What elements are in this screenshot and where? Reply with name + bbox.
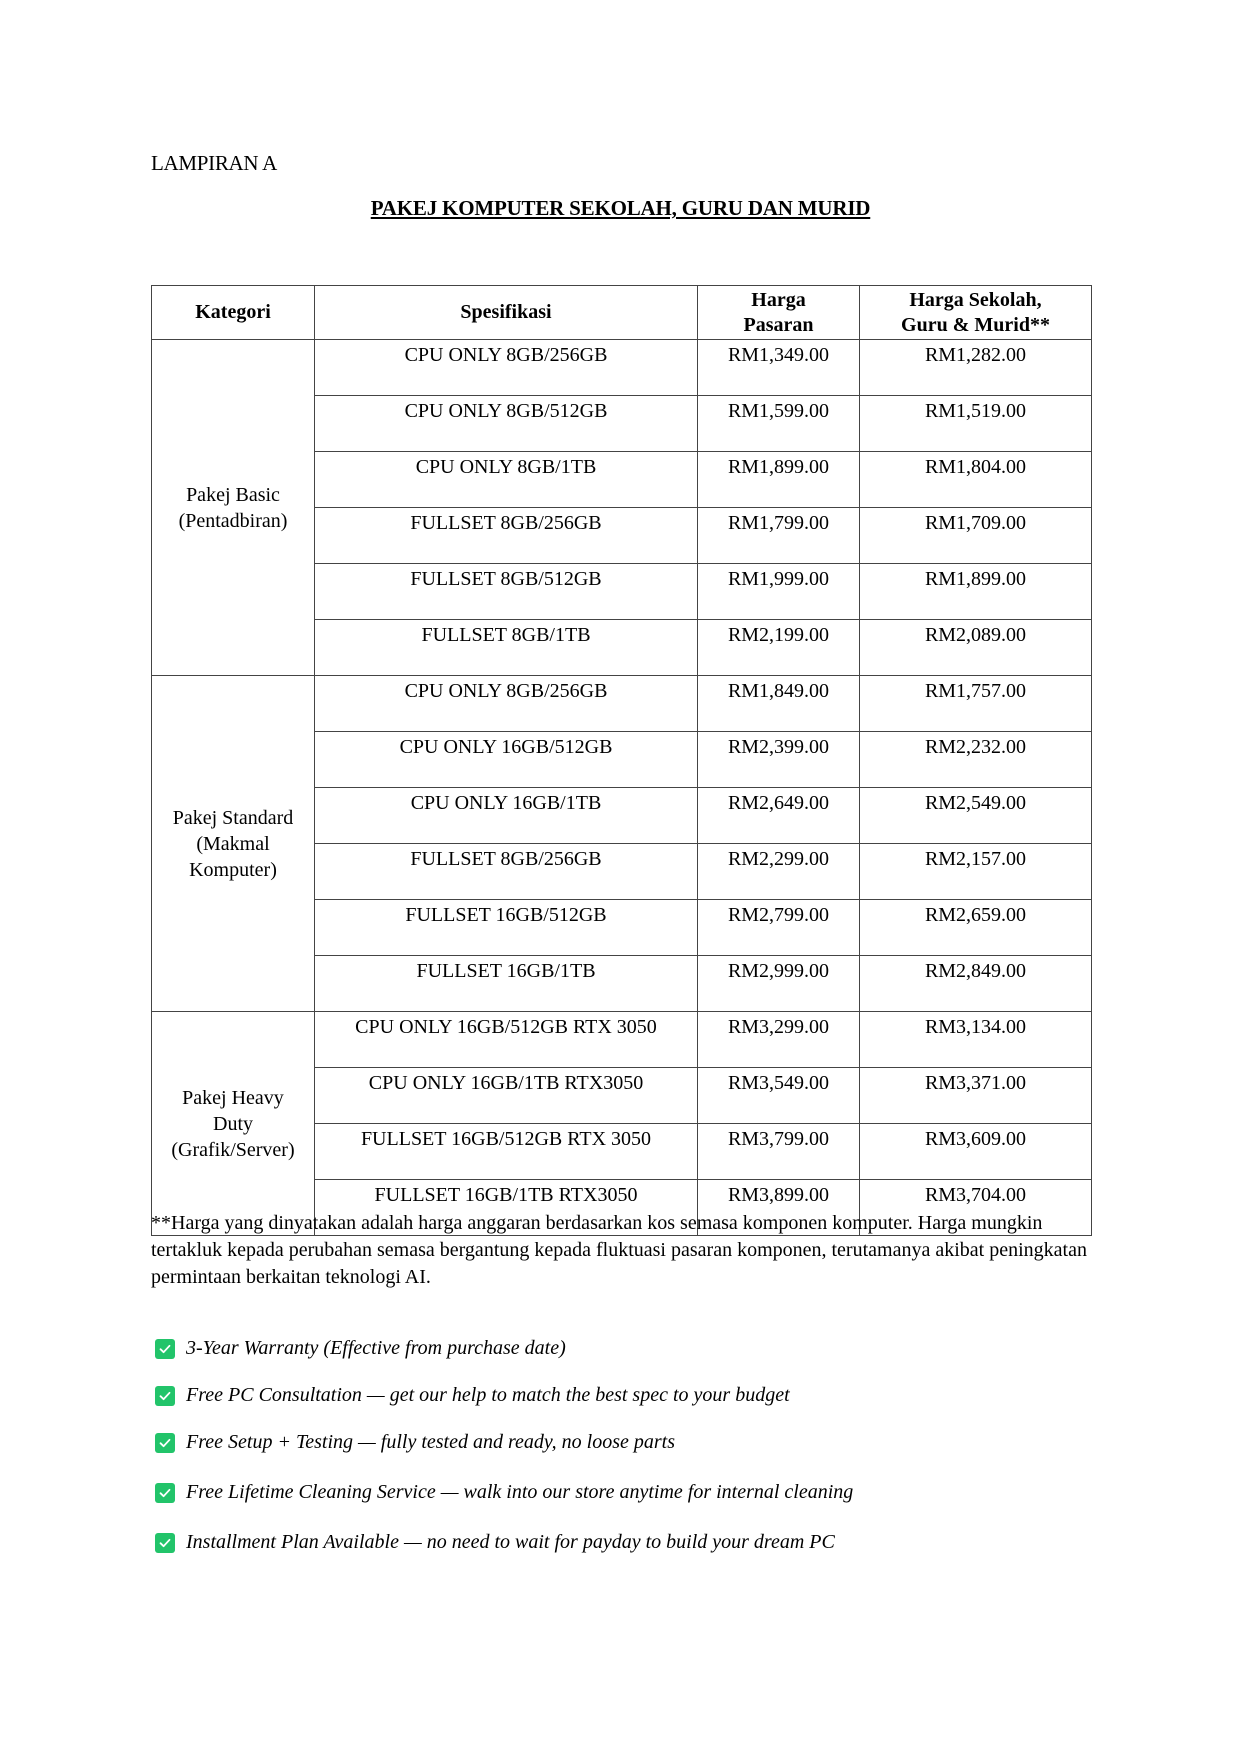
- category-cell: [152, 1012, 315, 1236]
- market-price-cell: RM3,899.00: [698, 1180, 860, 1236]
- price-table: [151, 285, 1092, 1236]
- document-title-text: PAKEJ KOMPUTER SEKOLAH, GURU DAN MURID: [370, 196, 871, 220]
- market-price-cell: RM1,799.00: [698, 508, 860, 564]
- header-harga-pasaran-line1: Harga: [751, 288, 806, 311]
- market-price-cell: RM2,649.00: [698, 788, 860, 844]
- school-price-cell: RM1,757.00: [860, 676, 1092, 732]
- check-box-icon: [155, 1483, 175, 1503]
- benefit-text: Free Lifetime Cleaning Service — walk into our store anytime for internal cleaning: [186, 1481, 854, 1503]
- category-label-line: Komputer): [189, 858, 277, 881]
- school-price-cell: RM2,549.00: [860, 788, 1092, 844]
- category-label-line: (Grafik/Server): [171, 1138, 295, 1161]
- spec-cell: FULLSET 8GB/256GB: [315, 508, 698, 564]
- spec-cell: CPU ONLY 16GB/1TB RTX3050: [315, 1068, 698, 1124]
- table-row: [152, 340, 1092, 396]
- market-price-cell: RM3,299.00: [698, 1012, 860, 1068]
- benefit-text: Free PC Consultation — get our help to match the best spec to your budget: [186, 1384, 790, 1406]
- table-header-row: [152, 286, 1092, 340]
- spec-cell: FULLSET 16GB/512GB: [315, 900, 698, 956]
- category-label-line: Duty: [213, 1112, 253, 1135]
- spec-cell: CPU ONLY 8GB/512GB: [315, 396, 698, 452]
- check-box-icon: [155, 1386, 175, 1406]
- spec-cell: CPU ONLY 16GB/1TB: [315, 788, 698, 844]
- benefits-list: [151, 1325, 853, 1566]
- benefit-text: 3-Year Warranty (Effective from purchase date): [186, 1337, 566, 1359]
- school-price-cell: RM3,609.00: [860, 1124, 1092, 1180]
- school-price-cell: RM1,709.00: [860, 508, 1092, 564]
- market-price-cell: RM3,549.00: [698, 1068, 860, 1124]
- footnote: **Harga yang dinyatakan adalah harga anggaran berdasarkan kos semasa komponen komputer. Harga mungkin tertakluk kepada perubahan semasa bergantung kepada fluktuasi pasaran komponen, terutamanya akibat peningkatan permintaan berkaitan teknologi AI.: [151, 1212, 1087, 1288]
- school-price-cell: RM2,659.00: [860, 900, 1092, 956]
- market-price-cell: RM2,399.00: [698, 732, 860, 788]
- header-harga-pasaran-line2: Pasaran: [743, 313, 814, 336]
- school-price-cell: RM1,899.00: [860, 564, 1092, 620]
- header-harga-sekolah-line1: Harga Sekolah,: [909, 288, 1042, 311]
- spec-cell: FULLSET 8GB/1TB: [315, 620, 698, 676]
- market-price-cell: RM1,899.00: [698, 452, 860, 508]
- spec-cell: CPU ONLY 8GB/256GB: [315, 676, 698, 732]
- school-price-cell: RM1,804.00: [860, 452, 1092, 508]
- appendix-label: LAMPIRAN A: [151, 151, 277, 175]
- benefit-item: [151, 1469, 853, 1516]
- spec-cell: CPU ONLY 16GB/512GB RTX 3050: [315, 1012, 698, 1068]
- school-price-cell: RM1,519.00: [860, 396, 1092, 452]
- benefit-item: [151, 1419, 853, 1466]
- header-harga-sekolah-line2: Guru & Murid**: [901, 313, 1050, 336]
- school-price-cell: RM2,089.00: [860, 620, 1092, 676]
- school-price-cell: RM2,232.00: [860, 732, 1092, 788]
- school-price-cell: RM1,282.00: [860, 340, 1092, 396]
- school-price-cell: RM3,704.00: [860, 1180, 1092, 1236]
- header-harga-sekolah: [860, 286, 1092, 340]
- market-price-cell: RM2,299.00: [698, 844, 860, 900]
- school-price-cell: RM3,371.00: [860, 1068, 1092, 1124]
- school-price-cell: RM2,849.00: [860, 956, 1092, 1012]
- market-price-cell: RM1,849.00: [698, 676, 860, 732]
- table-row: [152, 1012, 1092, 1068]
- spec-cell: CPU ONLY 8GB/256GB: [315, 340, 698, 396]
- market-price-cell: RM1,349.00: [698, 340, 860, 396]
- market-price-cell: RM1,599.00: [698, 396, 860, 452]
- category-cell: [152, 676, 315, 1012]
- market-price-cell: RM3,799.00: [698, 1124, 860, 1180]
- category-label-line: Pakej Basic: [186, 483, 280, 506]
- category-cell: [152, 340, 315, 676]
- benefit-text: Free Setup + Testing — fully tested and ready, no loose parts: [186, 1431, 676, 1453]
- spec-cell: FULLSET 8GB/512GB: [315, 564, 698, 620]
- spec-cell: FULLSET 16GB/512GB RTX 3050: [315, 1124, 698, 1180]
- category-label-line: (Makmal: [196, 832, 270, 855]
- benefit-item: [151, 1325, 853, 1372]
- spec-cell: CPU ONLY 8GB/1TB: [315, 452, 698, 508]
- check-box-icon: [155, 1533, 175, 1553]
- table-row: [152, 676, 1092, 732]
- market-price-cell: RM1,999.00: [698, 564, 860, 620]
- check-box-icon: [155, 1433, 175, 1453]
- school-price-cell: RM2,157.00: [860, 844, 1092, 900]
- benefit-text: Installment Plan Available — no need to wait for payday to build your dream PC: [186, 1531, 835, 1553]
- header-spesifikasi: Spesifikasi: [315, 286, 698, 340]
- spec-cell: FULLSET 8GB/256GB: [315, 844, 698, 900]
- header-harga-pasaran: [698, 286, 860, 340]
- market-price-cell: RM2,999.00: [698, 956, 860, 1012]
- check-box-icon: [155, 1339, 175, 1359]
- market-price-cell: RM2,799.00: [698, 900, 860, 956]
- category-label-line: Pakej Standard: [172, 806, 294, 829]
- benefit-item: [151, 1519, 853, 1566]
- market-price-cell: RM2,199.00: [698, 620, 860, 676]
- school-price-cell: RM3,134.00: [860, 1012, 1092, 1068]
- spec-cell: FULLSET 16GB/1TB RTX3050: [315, 1180, 698, 1236]
- category-label-line: Pakej Heavy: [182, 1086, 284, 1109]
- document-title: [0, 196, 1241, 221]
- spec-cell: FULLSET 16GB/1TB: [315, 956, 698, 1012]
- table-body: [152, 340, 1092, 1236]
- spec-cell: CPU ONLY 16GB/512GB: [315, 732, 698, 788]
- header-kategori: Kategori: [152, 286, 315, 340]
- benefit-item: [151, 1372, 853, 1419]
- category-label-line: (Pentadbiran): [178, 509, 288, 532]
